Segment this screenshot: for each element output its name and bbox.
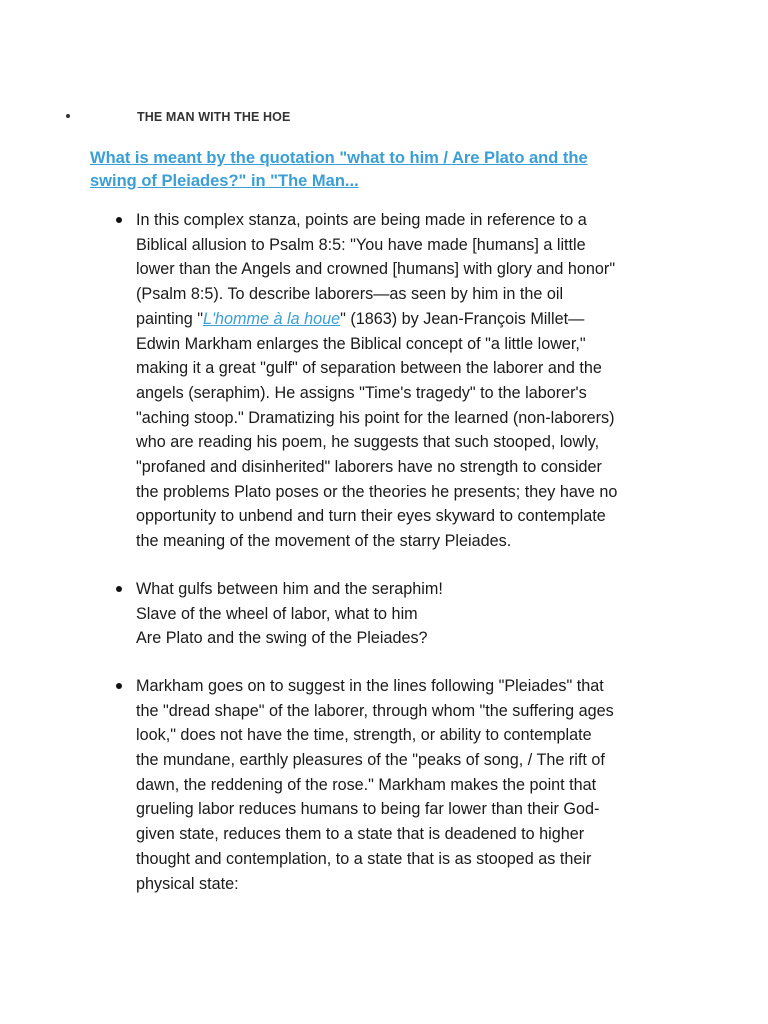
painting-suffix: " (1863) by Jean-François Millet— xyxy=(340,309,585,328)
paragraph-line: Biblical allusion to Psalm 8:5: "You have made [humans] a little xyxy=(136,235,586,254)
paragraph-line: lower than the Angels and crowned [humans] with glory and honor" xyxy=(136,260,616,279)
paragraph-line: dawn, the reddening of the rose." Markham makes the point that xyxy=(136,775,597,794)
question-link[interactable] xyxy=(90,147,690,193)
paragraph-line: making it a great "gulf" of separation between the laborer and the xyxy=(136,359,602,378)
paragraph-line: physical state: xyxy=(136,874,239,893)
paragraph-line: grueling labor reduces humans to being far lower than their God- xyxy=(136,800,600,819)
paragraph-line: thought and contemplation, to a state that is as stooped as their xyxy=(136,849,592,868)
paragraph-line: look," does not have the time, strength, or ability to contemplate xyxy=(136,726,592,745)
question-link-line-2[interactable]: swing of Pleiades?" in "The Man... xyxy=(90,172,359,190)
paragraph-line: Markham goes on to suggest in the lines following "Pleiades" that xyxy=(136,676,604,695)
question-link-line-1[interactable]: What is meant by the quotation "what to him / Are Plato and the xyxy=(90,149,588,167)
title-row xyxy=(0,110,768,130)
bullet-icon xyxy=(116,586,122,592)
painting-prefix: painting " xyxy=(136,309,203,328)
bullet-icon xyxy=(116,683,122,689)
paragraph-line: In this complex stanza, points are being made in reference to a xyxy=(136,211,587,229)
list-item xyxy=(110,674,700,896)
answer-list xyxy=(110,208,700,896)
bullet-icon xyxy=(116,217,122,223)
paragraph-line-with-link xyxy=(136,307,700,332)
bullet-icon xyxy=(66,114,70,118)
paragraph-line: angels (seraphim). He assigns "Time's tragedy" to the laborer's xyxy=(136,383,587,402)
document-title: THE MAN WITH THE HOE xyxy=(137,110,291,124)
poem-line: What gulfs between him and the seraphim! xyxy=(136,579,443,598)
paragraph-line: (Psalm 8:5). To describe laborers—as seen by him in the oil xyxy=(136,285,564,304)
paragraph-line: the "dread shape" of the laborer, through whom "the suffering ages xyxy=(136,701,614,720)
list-item xyxy=(110,577,700,651)
paragraph-line: "profaned and disinherited" laborers have no strength to consider xyxy=(136,458,602,477)
list-item xyxy=(110,208,700,554)
paragraph-line: "aching stoop." Dramatizing his point for the learned (non-laborers) xyxy=(136,408,615,427)
poem-line: Slave of the wheel of labor, what to him xyxy=(136,604,418,623)
painting-link[interactable]: L'homme à la houe xyxy=(202,309,341,328)
paragraph-line: the mundane, earthly pleasures of the "peaks of song, / The rift of xyxy=(136,751,605,770)
paragraph-line: the problems Plato poses or the theories he presents; they have no xyxy=(136,482,618,501)
paragraph-line: given state, reduces them to a state that is deadened to higher xyxy=(136,825,585,844)
poem-line: Are Plato and the swing of the Pleiades? xyxy=(136,629,428,648)
paragraph-line: opportunity to unbend and turn their eyes skyward to contemplate xyxy=(136,507,606,526)
paragraph-line: the meaning of the movement of the starry Pleiades. xyxy=(136,532,512,551)
paragraph-line: who are reading his poem, he suggests that such stooped, lowly, xyxy=(136,433,600,452)
paragraph-line: Edwin Markham enlarges the Biblical concept of "a little lower," xyxy=(136,334,586,353)
